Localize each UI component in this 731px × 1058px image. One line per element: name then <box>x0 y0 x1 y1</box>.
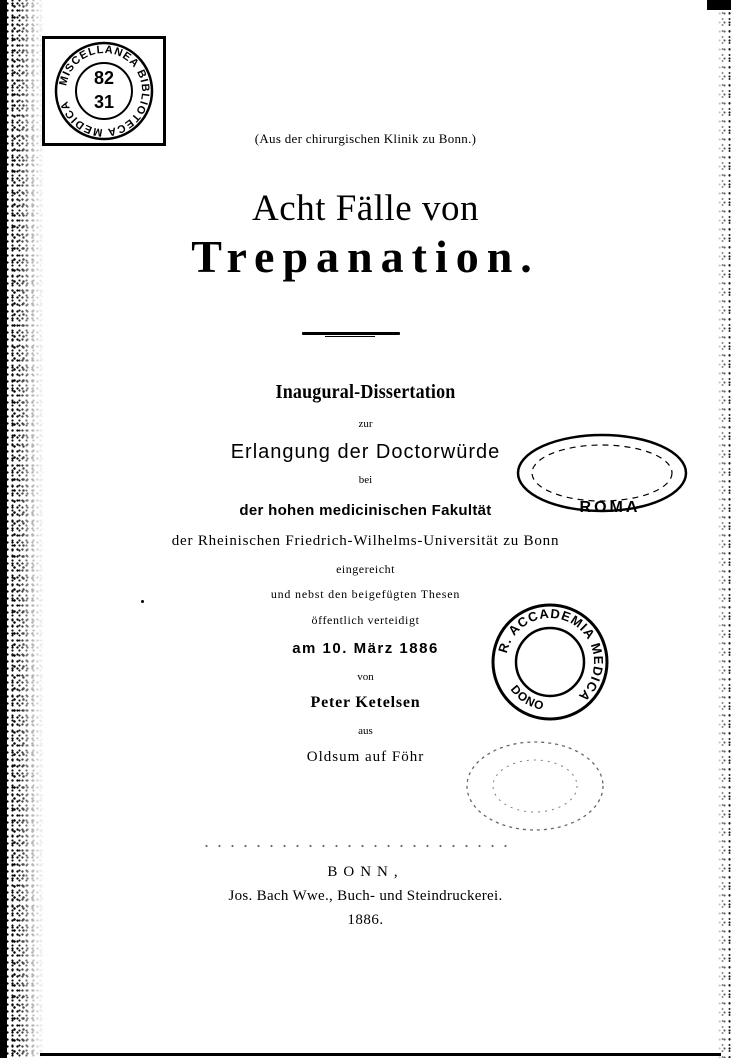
faculty-line: der hohen medicinischen Fakultät <box>239 502 492 519</box>
university-line: der Rheinischen Friedrich-Wilhelms-Universität zu Bonn <box>171 533 560 549</box>
theses-line: und nebst den beigefügten Thesen <box>270 587 461 601</box>
defended-line: öffentlich verteidigt <box>311 613 420 627</box>
roma-stamp-text: ROMA <box>579 499 641 516</box>
von-line: von <box>357 671 374 683</box>
title-line-1: Acht Fälle von <box>252 188 479 229</box>
defense-date: am 10. März 1886 <box>292 640 439 657</box>
title-divider <box>302 332 400 335</box>
library-stamp <box>42 36 166 146</box>
accademia-stamp-bottom-text: DONO <box>507 682 547 714</box>
aus-line: aus <box>358 725 373 737</box>
zur-line: zur <box>358 418 373 430</box>
clinic-source-line: (Aus der chirurgischen Klinik zu Bonn.) <box>254 131 477 146</box>
title-line-2: Trepanation. <box>191 231 540 282</box>
scan-edge-right-top <box>707 0 731 10</box>
dissertation-heading: Inaugural-Dissertation <box>275 381 456 403</box>
bei-line: bei <box>358 474 373 486</box>
library-stamp-number-bottom: 31 <box>93 92 115 112</box>
purpose-line: Erlangung der Doctorwürde <box>230 441 501 463</box>
imprint-year: 1886. <box>347 912 384 928</box>
title-divider-underline <box>325 336 375 337</box>
scan-speckle-line <box>200 844 510 848</box>
imprint-printer: Jos. Bach Wwe., Buch- und Steindruckerei. <box>228 888 503 904</box>
ink-speck <box>141 600 144 603</box>
author-name: Peter Ketelsen <box>310 694 421 711</box>
imprint-city: BONN, <box>327 864 404 880</box>
library-stamp-ring-text: MISCELLANEA BIBLIOTECA MEDICA <box>57 43 152 139</box>
library-stamp-number-top: 82 <box>93 68 115 88</box>
hometown-line: Oldsum auf Föhr <box>306 749 425 765</box>
submitted-line: eingereicht <box>336 562 395 576</box>
scan-edge-bottom <box>40 1053 721 1056</box>
svg-text:MISCELLANEA BIBLIOTECA MEDICA <box>57 44 151 138</box>
accademia-stamp-ring-text: R. ACCADEMIA MEDICA <box>495 605 607 705</box>
